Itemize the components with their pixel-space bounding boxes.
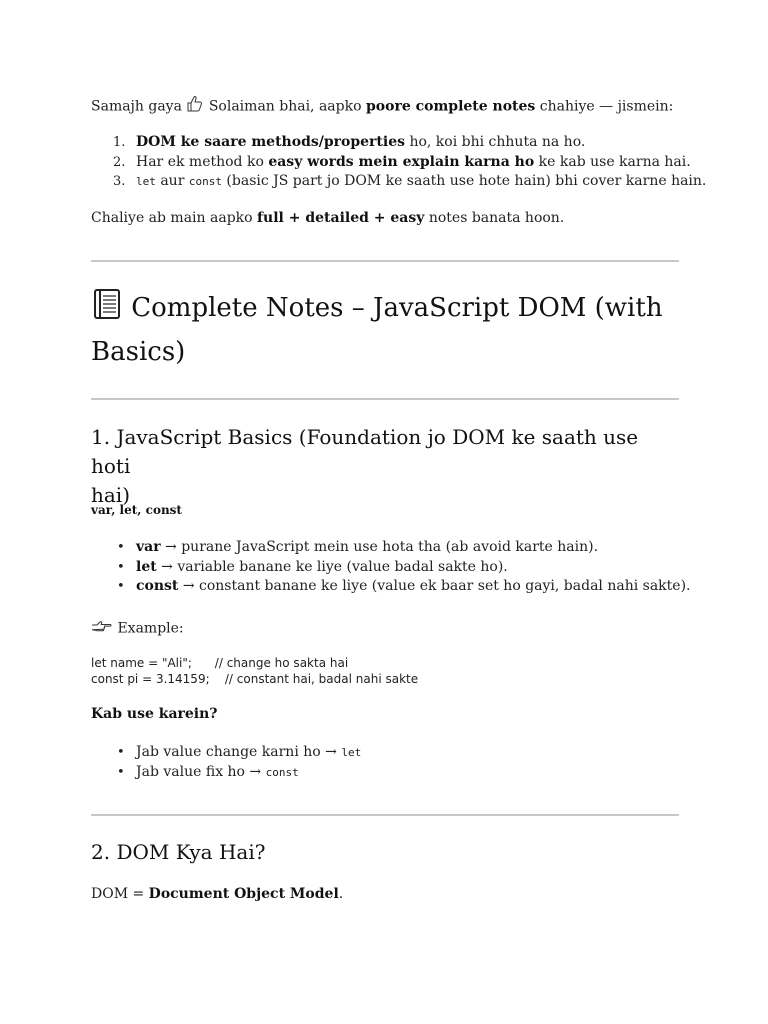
code-const: const [188,175,222,188]
bullet: • [117,559,125,575]
section1-subheading: var, let, const [91,503,182,517]
example-label-text: Example: [113,620,184,637]
code-block [91,655,418,687]
when-heading: Kab use karein? [91,706,218,722]
code-const: const [265,765,299,779]
intro-suffix: chahiye — jismein: [535,98,674,115]
dom-definition [91,885,343,903]
closing-suffix: notes banata hoon. [424,210,565,226]
list-number: 3. [113,174,126,189]
item-bold: easy words mein explain karna ho [268,153,535,170]
item-pre: Har ek method ko [136,153,269,170]
notebook-icon [91,288,123,332]
def-suffix: . [338,886,344,902]
list-item [91,538,691,558]
main-title-text-1: Complete Notes – JavaScript DOM (with [123,293,663,323]
intro-after-icon: Solaiman bhai, aapko [204,98,366,115]
item-bold: let [136,558,157,575]
section1-heading-line1: 1. JavaScript Basics (Foundation jo DOM ke saath use hoti [91,425,639,478]
def-bold: Document Object Model [148,886,339,902]
section1-heading [91,423,679,510]
list-item [91,743,361,763]
list-item [91,153,706,173]
item-rest: ho, koi bhi chhuta na ho. [405,134,586,150]
code-line: let name = "Ali"; // change ho sakta hai [91,656,349,670]
bullet: • [117,764,125,780]
bullet: • [117,579,125,594]
thumbs-up-icon [186,95,204,118]
list-item [91,763,361,783]
item-bold: var [136,539,161,555]
section2-heading: 2. DOM Kya Hai? [91,840,266,864]
list-number: 2. [113,154,126,170]
intro-prefix: Samajh gaya [91,98,182,115]
requirements-list [91,133,706,192]
item-rest: → variable banane ke liye (value badal sakte ho). [156,558,508,575]
item-text: Jab value change karni ho → [136,744,342,760]
closing-bold: full + detailed + easy [257,210,425,226]
item-text: Jab value fix ho → [136,763,266,780]
item-rest: → purane JavaScript mein use hota tha (ab avoid karte hain). [160,539,599,555]
intro-bold: poore complete notes [365,98,536,115]
main-title [91,288,663,372]
list-item [91,558,691,578]
main-title-line2: Basics) [91,337,186,367]
item-mid: aur [155,173,189,189]
pointing-hand-icon [91,618,113,639]
item-bold: DOM ke saare methods/properties [136,134,406,150]
main-title-line1 [91,288,663,332]
list-item [91,577,691,597]
list-item [91,133,706,153]
example-label [91,618,184,639]
closing-prefix: Chaliye ab main aapko [91,210,258,226]
item-bold: const [136,578,179,594]
bullet: • [117,745,125,760]
item-rest: ke kab use karna hai. [534,153,691,170]
intro-paragraph [91,95,673,118]
code-let: let [341,746,362,759]
divider [91,398,679,400]
divider [91,814,679,816]
divider [91,260,679,262]
def-prefix: DOM = [91,886,149,902]
code-let: let [136,175,156,188]
item-rest: (basic JS part jo DOM ke saath use hote hain) bhi cover karne hain. [221,173,707,189]
code-line: const pi = 3.14159; // constant hai, badal nahi sakte [91,672,419,686]
section1-heading-line2: hai) [91,483,131,507]
closing-paragraph [91,209,564,227]
item-rest: → constant banane ke liye (value ek baar set ho gayi, badal nahi sakte). [178,578,691,594]
list-number: 1. [113,135,126,150]
bullet: • [117,540,125,555]
list-item [91,172,706,192]
keyword-list [91,538,691,597]
when-list [91,743,361,782]
